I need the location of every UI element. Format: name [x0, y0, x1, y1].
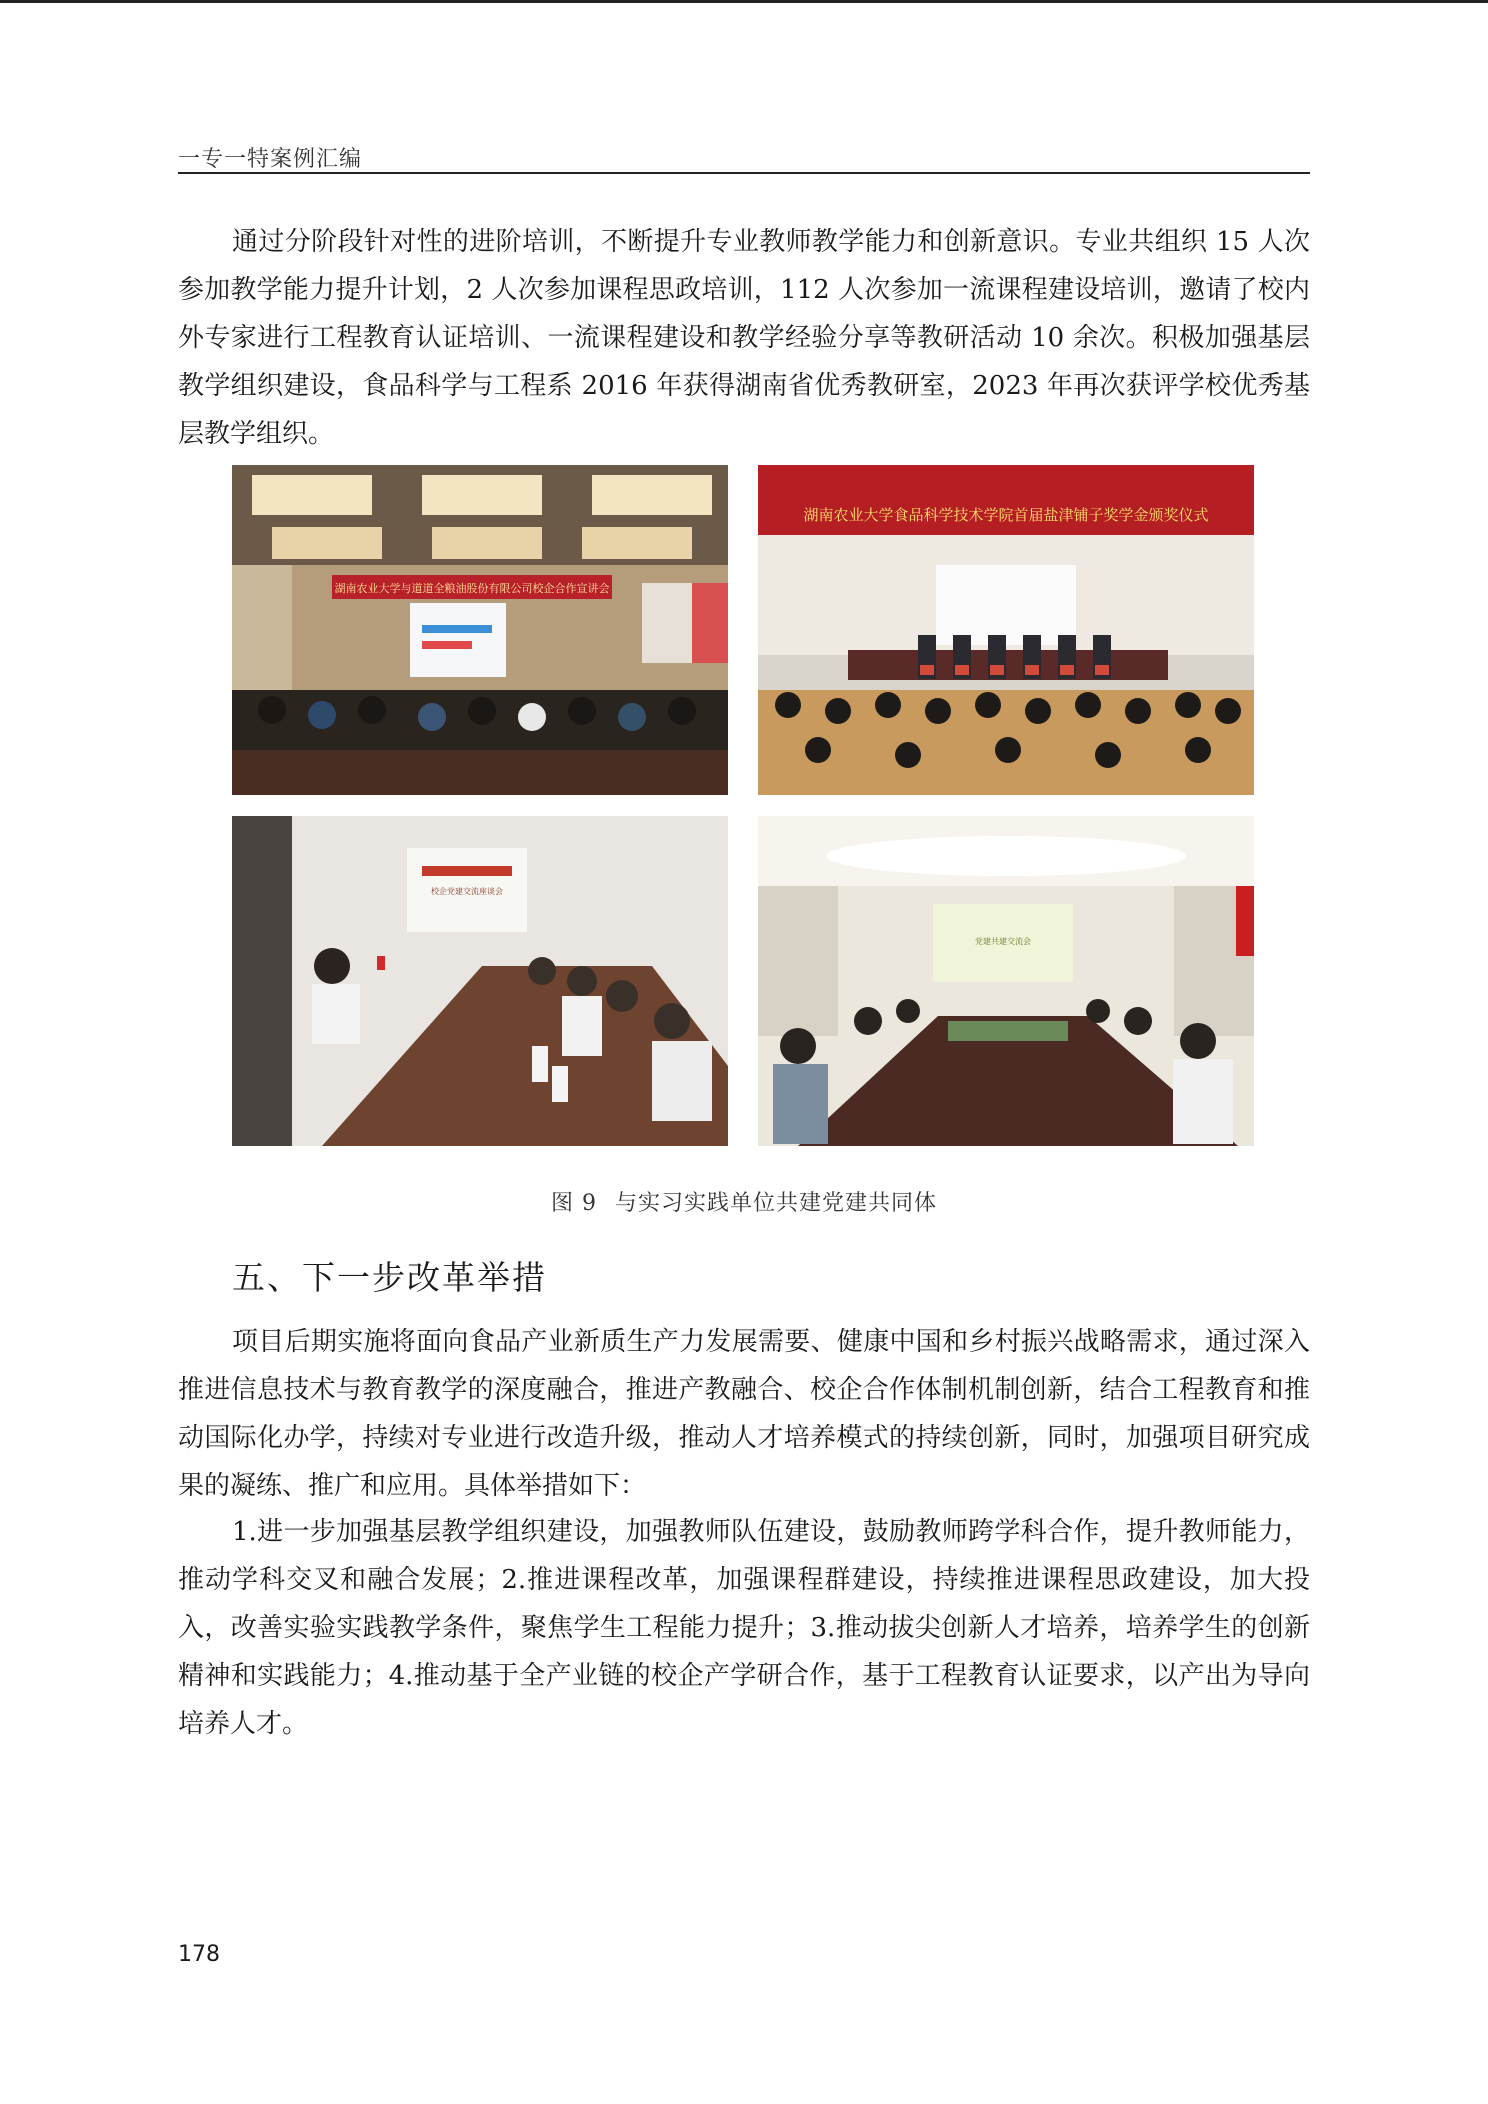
photo-4-screen-text: 党建共建交流会	[975, 937, 1031, 946]
photo-1-banner-text: 湖南农业大学与道道全粮油股份有限公司校企合作宣讲会	[334, 582, 610, 595]
figure-number: 图 9	[550, 1191, 597, 1216]
photo-award-ceremony	[758, 465, 1254, 795]
photo-meeting-room-2	[758, 816, 1254, 1146]
section-heading: 五、下一步改革举措	[232, 1258, 547, 1297]
header-rule	[178, 172, 1310, 174]
body-paragraph-3: 1.进一步加强基层教学组织建设，加强教师队伍建设，鼓励教师跨学科合作，提升教师能力，推动学科交叉和融合发展；2.推进课程改革，加强课程群建设，持续推进课程思政建设，加大投入，改善实验实践教学条件，聚焦学生工程能力提升；3.推动拔尖创新人才培养，培养学生的创新精神和实践能力；4.推动基于全产业链的校企产学研合作，基于工程教育认证要求，以产出为导向培养人才。	[178, 1517, 1310, 1739]
photo-meeting-room-1	[232, 816, 728, 1146]
page-number: 178	[178, 1942, 220, 1967]
figure-caption-text: 与实习实践单位共建党建共同体	[614, 1191, 937, 1216]
body-paragraph-2: 项目后期实施将面向食品产业新质生产力发展需要、健康中国和乡村振兴战略需求，通过深入推进信息技术与教育教学的深度融合，推进产教融合、校企合作体制机制创新，结合工程教育和推动国际化办学，持续对专业进行改造升级，推动人才培养模式的持续创新，同时，加强项目研究成果的凝练、推广和应用。具体举措如下：	[178, 1327, 1310, 1501]
photo-3-screen-text: 校企党建交流座谈会	[431, 887, 503, 896]
running-header: 一专一特案例汇编	[178, 147, 363, 172]
photo-lecture-hall	[232, 465, 728, 795]
body-paragraph-1: 通过分阶段针对性的进阶培训，不断提升专业教师教学能力和创新意识。专业共组织 15 人次参加教学能力提升计划，2 人次参加课程思政培训，112 人次参加一流课程建设培训，邀请了校内外专家进行工程教育认证培训、一流课程建设和教学经验分享等教研活动 10 余次。积极加强基层教学组织建设，食品科学与工程系 2016 年获得湖南省优秀教研室，2023 年再次获评学校优秀基层教学组织。	[178, 227, 1310, 449]
page-top-border	[0, 0, 1488, 3]
figure-caption	[178, 1186, 1310, 1217]
photo-2-banner-text: 湖南农业大学食品科学技术学院首届盐津铺子奖学金颁奖仪式	[803, 506, 1209, 524]
